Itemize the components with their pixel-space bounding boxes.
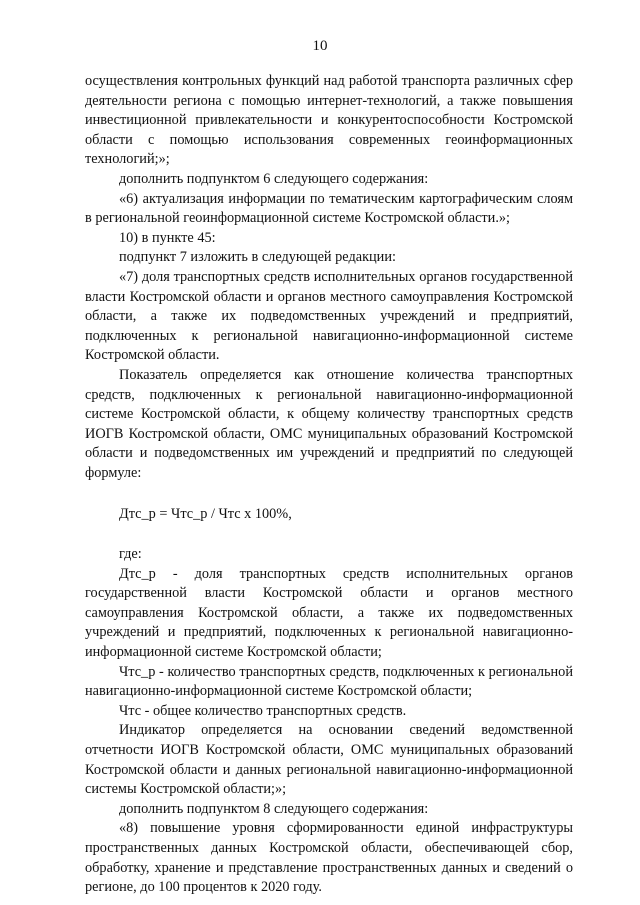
paragraph-where: где: [119, 546, 142, 563]
paragraph-add-subpoint-8: дополнить подпунктом 8 следующего содержания: [119, 800, 429, 817]
paragraph-indicator-definition: Показатель определяется как отношение количества транспортных средств, подключенных к региональной навигационно-информационной системе Костромской области, к общему количеству транспортных средств ИОГВ Костромской области, ОМС муниципальных образований Костромской области и подведомственных им учреждений и предприятий по следующей формуле: [85, 366, 573, 481]
page-number: 10 [312, 38, 328, 54]
document-body [85, 72, 573, 898]
paragraph-chtsr-definition: Чтс_р - количество транспортных средств, подключенных к региональной навигационно-информационной системе Костромской области; [85, 663, 573, 700]
paragraph-continuation: осуществления контрольных функций над работой транспорта различных сфер деятельности региона с помощью интернет-технологий, а также повышения инвестиционной привлекательности и конкурентоспособности Костромской области с помощью использования современных геоинформационных технологий;»; [85, 73, 573, 168]
paragraph-subpoint-7-text: «7) доля транспортных средств исполнительных органов государственной власти Костромской области и органов местного самоуправления Костромской области, а также их подведомственных учреждений и предприятий, подключенных к региональной навигационно-информационной системе Костромской области. [85, 268, 573, 364]
formula: Дтс_р = Чтс_р / Чтс х 100%, [119, 506, 292, 523]
paragraph-subpoint-7-edit: подпункт 7 изложить в следующей редакции: [119, 249, 396, 266]
paragraph-indicator-source: Индикатор определяется на основании сведений ведомственной отчетности ИОГВ Костромской области, ОМС муниципальных образований Костромской области и данных региональной навигационно-информационной системы Костромской области;»; [85, 722, 573, 798]
paragraph-subpoint-8-text: «8) повышение уровня сформированности единой инфраструктуры пространственных данных Костромской области, обеспечивающей сбор, обработку, хранение и представление пространственных данных и сведений о регионе, до 100 процентов к 2020 году. [85, 820, 573, 896]
paragraph-add-subpoint-6: дополнить подпунктом 6 следующего содержания: [119, 170, 429, 187]
paragraph-chts-definition: Чтс - общее количество транспортных средств. [119, 702, 407, 719]
paragraph-subpoint-6-text: «6) актуализация информации по тематическим картографическим слоям в региональной геоинформационной системе Костромской области.»; [85, 190, 573, 227]
paragraph-dtsr-definition: Дтс_р - доля транспортных средств исполнительных органов государственной власти Костромской области и органов местного самоуправления Костромской области, а также их подведомственных учреждений и предприятий, подключенных к региональной навигационно-информационной системе Костромской области; [85, 565, 573, 661]
paragraph-point-45: 10) в пункте 45: [119, 229, 216, 246]
